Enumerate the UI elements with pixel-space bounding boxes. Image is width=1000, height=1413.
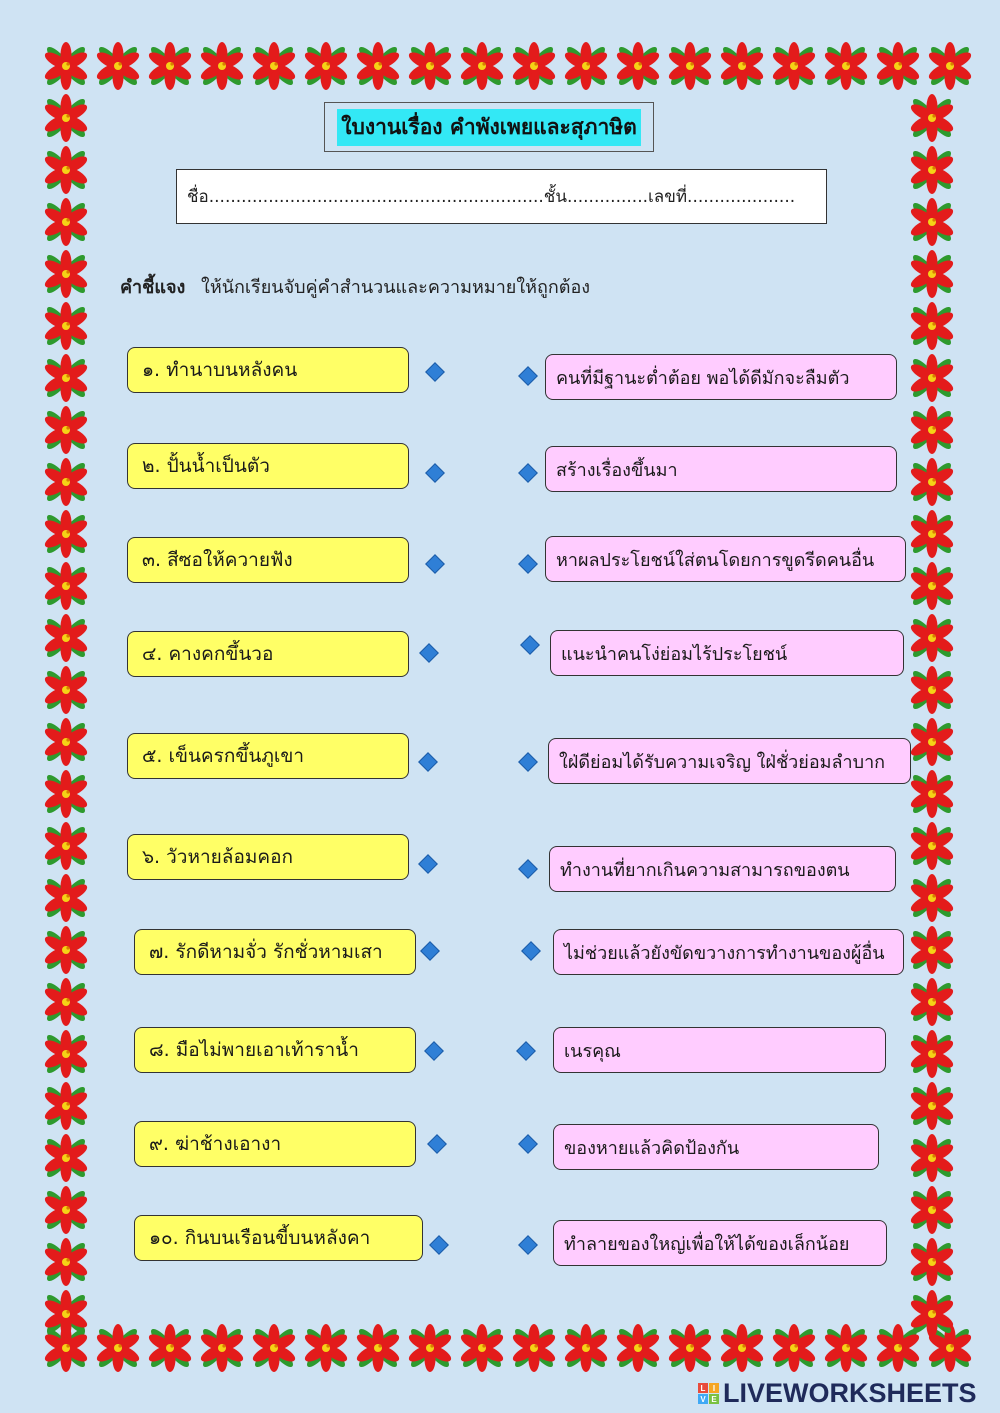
idiom-text: ๑๐. กินบนเรือนขี้บนหลังคา — [149, 1227, 371, 1249]
right-connector-dot-7[interactable] — [521, 941, 541, 961]
left-connector-dot-10[interactable] — [429, 1235, 449, 1255]
logo-mark-icon — [698, 1383, 719, 1404]
idiom-text: ๑. ทำนาบนหลังคน — [142, 359, 298, 381]
idiom-box-8 — [134, 1027, 416, 1073]
poinsettia-icon — [560, 40, 612, 92]
poinsettia-icon — [300, 40, 352, 92]
idiom-text: ๘. มือไม่พายเอาเท้าราน้ำ — [149, 1039, 359, 1061]
meaning-text: เนรคุณ — [564, 1040, 621, 1062]
meaning-box-2 — [545, 446, 897, 492]
poinsettia-icon — [40, 872, 92, 924]
title-box — [324, 102, 654, 152]
logo-mark-letter: I — [709, 1383, 719, 1393]
poinsettia-icon — [716, 1322, 768, 1374]
poinsettia-icon — [40, 1288, 92, 1340]
poinsettia-icon — [906, 560, 958, 612]
idiom-box-3 — [127, 537, 409, 583]
idiom-box-4 — [127, 631, 409, 677]
poinsettia-icon — [768, 1322, 820, 1374]
poinsettia-icon — [560, 1322, 612, 1374]
meaning-box-3 — [545, 536, 906, 582]
poinsettia-icon — [820, 40, 872, 92]
logo-mark-letter: E — [709, 1394, 719, 1404]
poinsettia-icon — [456, 40, 508, 92]
left-connector-dot-4[interactable] — [419, 643, 439, 663]
instructions-text: ให้นักเรียนจับคู่คำสำนวนและความหมายให้ถูกต้อง — [201, 277, 591, 298]
poinsettia-icon — [144, 1322, 196, 1374]
poinsettia-icon — [664, 1322, 716, 1374]
right-connector-dot-10[interactable] — [518, 1235, 538, 1255]
logo-mark-letter: L — [698, 1383, 708, 1393]
left-connector-dot-3[interactable] — [425, 554, 445, 574]
idiom-text: ๖. วัวหายล้อมคอก — [142, 846, 294, 868]
poinsettia-icon — [40, 248, 92, 300]
meaning-text: แนะนำคนโง่ย่อมไร้ประโยชน์ — [561, 643, 788, 665]
poinsettia-icon — [92, 1322, 144, 1374]
left-connector-dot-7[interactable] — [420, 941, 440, 961]
poinsettia-icon — [906, 872, 958, 924]
right-connector-dot-5[interactable] — [518, 752, 538, 772]
poinsettia-icon — [40, 820, 92, 872]
poinsettia-icon — [906, 716, 958, 768]
poinsettia-icon — [906, 404, 958, 456]
poinsettia-icon — [40, 1028, 92, 1080]
flower-border-bottom — [40, 1322, 976, 1374]
idiom-text: ๓. สีซอให้ควายฟัง — [142, 549, 293, 571]
right-connector-dot-2[interactable] — [518, 463, 538, 483]
poinsettia-icon — [906, 1184, 958, 1236]
poinsettia-icon — [40, 196, 92, 248]
left-connector-dot-6[interactable] — [418, 854, 438, 874]
poinsettia-icon — [92, 40, 144, 92]
poinsettia-icon — [906, 196, 958, 248]
poinsettia-icon — [248, 40, 300, 92]
poinsettia-icon — [40, 352, 92, 404]
idiom-text: ๙. ฆ่าช้างเอางา — [149, 1133, 282, 1155]
meaning-box-7 — [553, 929, 904, 975]
right-connector-dot-4[interactable] — [520, 635, 540, 655]
poinsettia-icon — [404, 40, 456, 92]
left-connector-dot-2[interactable] — [425, 463, 445, 483]
instructions-label: คำชี้แจง — [120, 277, 186, 298]
poinsettia-icon — [906, 1028, 958, 1080]
liveworksheets-logo — [698, 1378, 977, 1409]
poinsettia-icon — [40, 716, 92, 768]
idiom-box-6 — [127, 834, 409, 880]
poinsettia-icon — [508, 40, 560, 92]
poinsettia-icon — [40, 976, 92, 1028]
idiom-text: ๔. คางคกขึ้นวอ — [142, 643, 274, 665]
poinsettia-icon — [716, 40, 768, 92]
poinsettia-icon — [404, 1322, 456, 1374]
right-connector-dot-6[interactable] — [518, 859, 538, 879]
meaning-text: ทำลายของใหญ่เพื่อให้ได้ของเล็กน้อย — [564, 1233, 850, 1255]
logo-mark-letter: V — [698, 1394, 708, 1404]
poinsettia-icon — [40, 508, 92, 560]
flower-border-right — [906, 92, 958, 1340]
meaning-box-4 — [550, 630, 904, 676]
poinsettia-icon — [40, 664, 92, 716]
idiom-text: ๗. รักดีหามจั่ว รักชั่วหามเสา — [149, 941, 383, 963]
meaning-text: ใฝ่ดีย่อมได้รับความเจริญ ใฝ่ชั่วย่อมลำบาก — [559, 751, 886, 773]
poinsettia-icon — [664, 40, 716, 92]
poinsettia-icon — [40, 1184, 92, 1236]
worksheet-title: ใบงานเรื่อง คำพังเพยและสุภาษิต — [337, 109, 641, 146]
right-connector-dot-9[interactable] — [518, 1134, 538, 1154]
poinsettia-icon — [40, 612, 92, 664]
idiom-text: ๒. ปั้นน้ำเป็นตัว — [142, 455, 270, 477]
poinsettia-icon — [906, 508, 958, 560]
right-connector-dot-1[interactable] — [518, 366, 538, 386]
poinsettia-icon — [906, 456, 958, 508]
poinsettia-icon — [40, 456, 92, 508]
meaning-box-6 — [549, 846, 896, 892]
idiom-box-2 — [127, 443, 409, 489]
student-info-line: ชื่อ..............................................................ชั้น...............เลขที่.................... — [187, 187, 796, 207]
poinsettia-icon — [196, 1322, 248, 1374]
left-connector-dot-8[interactable] — [424, 1041, 444, 1061]
left-connector-dot-9[interactable] — [427, 1134, 447, 1154]
poinsettia-icon — [40, 40, 92, 92]
poinsettia-icon — [906, 300, 958, 352]
poinsettia-icon — [906, 924, 958, 976]
poinsettia-icon — [456, 1322, 508, 1374]
poinsettia-icon — [352, 1322, 404, 1374]
poinsettia-icon — [906, 612, 958, 664]
right-connector-dot-3[interactable] — [518, 554, 538, 574]
poinsettia-icon — [820, 1322, 872, 1374]
poinsettia-icon — [40, 92, 92, 144]
poinsettia-icon — [40, 560, 92, 612]
poinsettia-icon — [40, 1132, 92, 1184]
right-connector-dot-8[interactable] — [516, 1041, 536, 1061]
poinsettia-icon — [906, 144, 958, 196]
meaning-box-8 — [553, 1027, 886, 1073]
poinsettia-icon — [40, 300, 92, 352]
poinsettia-icon — [906, 976, 958, 1028]
meaning-text: คนที่มีฐานะต่ำต้อย พอได้ดีมักจะลืมตัว — [556, 367, 850, 389]
flower-border-top — [40, 40, 976, 92]
poinsettia-icon — [906, 352, 958, 404]
poinsettia-icon — [40, 768, 92, 820]
idiom-box-10 — [134, 1215, 423, 1261]
poinsettia-icon — [300, 1322, 352, 1374]
poinsettia-icon — [906, 768, 958, 820]
flower-border-left — [40, 92, 92, 1340]
meaning-box-9 — [553, 1124, 879, 1170]
poinsettia-icon — [40, 404, 92, 456]
poinsettia-icon — [924, 40, 976, 92]
poinsettia-icon — [906, 248, 958, 300]
idiom-box-9 — [134, 1121, 416, 1167]
logo-text: LIVEWORKSHEETS — [723, 1378, 977, 1408]
poinsettia-icon — [248, 1322, 300, 1374]
idiom-box-1 — [127, 347, 409, 393]
left-connector-dot-5[interactable] — [418, 752, 438, 772]
idiom-box-5 — [127, 733, 409, 779]
poinsettia-icon — [612, 40, 664, 92]
poinsettia-icon — [508, 1322, 560, 1374]
idiom-text: ๕. เข็นครกขึ้นภูเขา — [142, 745, 305, 767]
poinsettia-icon — [906, 1236, 958, 1288]
meaning-text: ทำงานที่ยากเกินความสามารถของตน — [560, 859, 850, 881]
poinsettia-icon — [352, 40, 404, 92]
poinsettia-icon — [906, 92, 958, 144]
poinsettia-icon — [144, 40, 196, 92]
meaning-text: ของหายแล้วคิดป้องกัน — [564, 1137, 740, 1159]
poinsettia-icon — [196, 40, 248, 92]
poinsettia-icon — [40, 144, 92, 196]
poinsettia-icon — [906, 664, 958, 716]
poinsettia-icon — [906, 1288, 958, 1340]
meaning-box-1 — [545, 354, 897, 400]
meaning-box-10 — [553, 1220, 887, 1266]
student-info-field[interactable] — [176, 169, 827, 224]
poinsettia-icon — [40, 1080, 92, 1132]
poinsettia-icon — [906, 820, 958, 872]
poinsettia-icon — [768, 40, 820, 92]
poinsettia-icon — [40, 1236, 92, 1288]
meaning-box-5 — [548, 738, 911, 784]
meaning-text: สร้างเรื่องขึ้นมา — [556, 459, 678, 481]
poinsettia-icon — [906, 1080, 958, 1132]
meaning-text: หาผลประโยชน์ใส่ตนโดยการขูดรีดคนอื่น — [556, 549, 875, 571]
poinsettia-icon — [40, 924, 92, 976]
instructions — [120, 272, 590, 301]
poinsettia-icon — [906, 1132, 958, 1184]
meaning-text: ไม่ช่วยแล้วยังขัดขวางการทำงานของผู้อื่น — [564, 942, 885, 964]
left-connector-dot-1[interactable] — [425, 362, 445, 382]
poinsettia-icon — [872, 40, 924, 92]
idiom-box-7 — [134, 929, 416, 975]
poinsettia-icon — [612, 1322, 664, 1374]
